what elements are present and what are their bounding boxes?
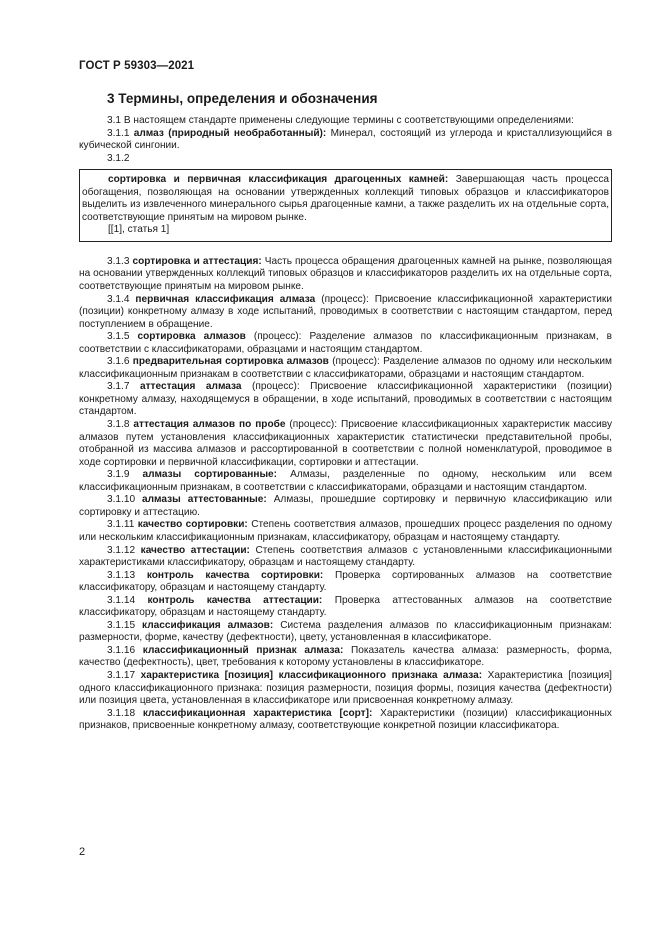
- section-title: 3 Термины, определения и обозначения: [107, 91, 378, 106]
- term-number: 3.1.9: [107, 469, 143, 481]
- term-name: характеристика [позиция] классификационного признака алмаза:: [140, 669, 483, 681]
- term-name: аттестация алмаза: [139, 381, 242, 393]
- term-name: алмаз (природный необработанный):: [133, 127, 327, 139]
- term-definition: (процесс): Разделение алмазов по классификационным признакам, в соответствии с классификаторами, образцами и настоящим стандартом.: [79, 331, 612, 355]
- term-name: качество аттестации:: [140, 544, 250, 556]
- term-paragraph: [79, 356, 612, 381]
- term-number: 3.1.15: [107, 619, 143, 631]
- term-definition: Степень соответствия алмазов, прошедших процесс разделения по одному или нескольким классификационным признакам, классификатору, образцам и настоящему стандарту.: [79, 519, 612, 543]
- term-number: 3.1.5: [107, 331, 138, 343]
- intro-paragraph: 3.1 В настоящем стандарте применены следующие термины с соответствующими определениями:: [107, 115, 574, 126]
- term-3-1-2: [82, 174, 609, 224]
- term-paragraph: [79, 494, 612, 519]
- term-paragraph: [79, 256, 612, 294]
- term-paragraph: [79, 570, 612, 595]
- term-number: 3.1.7: [107, 381, 140, 393]
- document-code: ГОСТ Р 59303—2021: [79, 60, 195, 72]
- term-paragraph: [79, 469, 612, 494]
- term-name: классификационный признак алмаза:: [142, 644, 344, 656]
- term-source-reference: [[1], статья 1]: [108, 224, 170, 236]
- term-name: первичная классификация алмаза: [135, 293, 316, 305]
- term-name: контроль качества аттестации:: [147, 594, 323, 606]
- term-name: предварительная сортировка алмазов: [132, 356, 329, 368]
- term-paragraph: [79, 419, 612, 469]
- term-number: 3.1.17: [107, 669, 141, 681]
- term-name: классификационная характеристика [сорт]:: [142, 707, 373, 719]
- term-name: контроль качества сортировки:: [146, 569, 324, 581]
- page-number: 2: [79, 846, 86, 858]
- term-number: 3.1.14: [107, 594, 148, 606]
- quoted-term-box: [79, 169, 612, 242]
- term-number: 3.1.11: [107, 519, 138, 531]
- term-name: сортировка и первичная классификация драгоценных камней:: [108, 174, 449, 186]
- term-paragraph: [79, 595, 612, 620]
- term-number: 3.1.10: [107, 494, 143, 506]
- term-paragraph: [79, 670, 612, 708]
- term-definition: (процесс): Присвоение классификационной характеристики (позиции) конкретному алмазу, находящемуся в обращении, в ходе испытаний, проводимых в соответствии с настоящим стандартом.: [79, 381, 612, 418]
- term-definition: Алмазы, прошедшие сортировку и первичную классификацию или сортировку и аттестацию.: [79, 494, 613, 518]
- term-definition: Показатель качества алмаза: размерность, форма, качество (дефектность), цвет, требования к которому установлены в классификаторе.: [79, 644, 612, 669]
- term-number: 3.1.1: [107, 127, 134, 139]
- term-3-1-1: [79, 128, 612, 153]
- term-definition: Проверка аттестованных алмазов на соответствие классификатору, образцам и настоящему стандарту.: [79, 594, 613, 619]
- term-name: алмазы аттестованные:: [142, 494, 267, 506]
- term-paragraph: [79, 645, 612, 670]
- term-number: 3.1.18: [107, 707, 143, 719]
- term-number: 3.1.6: [107, 356, 133, 368]
- term-definition: Проверка сортированных алмазов на соответствие классификатору, образцам и настоящему стандарту.: [79, 569, 612, 594]
- term-number: 3.1.8: [107, 419, 134, 431]
- term-definition: Часть процесса обращения драгоценных камней на рынке, позволяющая на основании утвержденных коллекций типовых образцов и классификаторов разделить их на отдельные сорта, соответствующие принятым на мировом рынке.: [79, 255, 613, 293]
- term-name: качество сортировки:: [137, 519, 248, 531]
- term-paragraph: [79, 294, 612, 332]
- term-number: 3.1.13: [107, 569, 147, 581]
- term-name: классификация алмазов:: [142, 619, 274, 631]
- term-name: алмазы сортированные:: [142, 469, 278, 481]
- term-paragraph: [79, 545, 612, 570]
- term-paragraph: [79, 331, 612, 356]
- term-definition: Минерал, состоящий из углерода и кристаллизующийся в кубической сингонии.: [79, 127, 612, 152]
- term-definition: Алмазы, разделенные по одному, нескольким или всем классификационным признакам, в соответствии с классификаторами, образцами и настоящим стандартом.: [79, 469, 613, 493]
- term-name: сортировка алмазов: [137, 331, 246, 343]
- term-definition: (процесс): Присвоение классификационной характеристики (позиции) конкретному алмазу в ходе испытаний, проводимых в соответствии с настоящим стандартом, перед поступлением в обращение.: [79, 293, 612, 330]
- term-definition: Характеристики (позиции) классификационных признаков, присвоенные конкретному алмазу, соответствующие конкретной позиции классификатора.: [79, 707, 612, 732]
- term-definition: Характеристика [позиция] одного классификационного признака: позиция размерности, позиция формы, позиция качества (дефектности) или позиция цвета, установленная в классификаторе или присвоенная конкретному алмазу.: [79, 669, 612, 707]
- term-number: 3.1.16: [107, 644, 143, 656]
- term-paragraph: [79, 381, 612, 419]
- term-name: аттестация алмазов по пробе: [133, 419, 286, 431]
- term-definition: Завершающая часть процесса обогащения, позволяющая на основании утвержденных коллекций типовых образцов и классификаторов выделить из извлеченного минерального сырья драгоценные камни, а также разделить их на отдельные сорта, соответствующие принятым на мировом рынке.: [82, 174, 609, 223]
- term-number: 3.1.12: [107, 544, 141, 556]
- term-paragraph: [79, 708, 612, 733]
- term-number: 3.1.4: [107, 293, 136, 305]
- term-definition: Степень соответствия алмазов с установленными классификационными характеристиками классификатору, образцам и настоящему стандарту.: [79, 544, 612, 569]
- term-list: [79, 256, 612, 733]
- term-number: 3.1.3: [107, 255, 133, 267]
- term-3-1-2-number: 3.1.2: [107, 152, 130, 164]
- term-name: сортировка и аттестация:: [132, 255, 262, 267]
- term-definition: (процесс): Присвоение классификационных характеристик массиву алмазов путем установления классификационных характеристик статистически представительной пробы, отобранной из массива алмазов и рассортированной в соответствии с полной номенклатурой, проводимое в ходе сортировки и первичной классификации, сортировки и аттестации.: [79, 419, 612, 468]
- term-definition: Система разделения алмазов по классификационным признакам: размерности, форме, качеству (дефектности), цвету, установленная в классификаторе.: [79, 619, 612, 644]
- term-paragraph: [79, 519, 612, 544]
- term-paragraph: [79, 620, 612, 645]
- term-definition: (процесс): Разделение алмазов по одному или нескольким классификационным признакам в соответствии с классификаторами, образцами и настоящим стандартом.: [79, 356, 612, 380]
- document-body: [79, 115, 612, 733]
